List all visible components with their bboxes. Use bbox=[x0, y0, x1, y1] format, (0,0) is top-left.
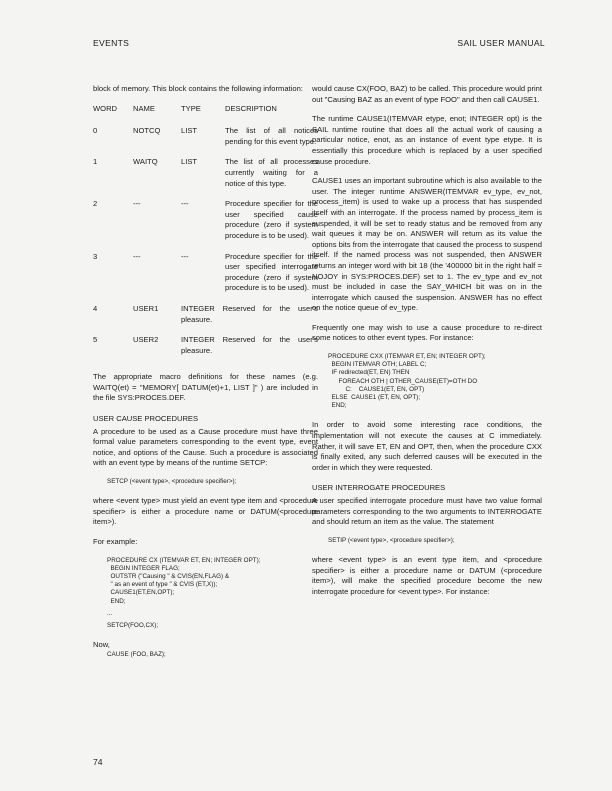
word-cell: 2 bbox=[93, 199, 98, 209]
cause-paragraph: A procedure to be used as a Cause procedure must have three formal value parameters corresponding to the event type, event notice, and options of the Cause. Such a procedure is associated with an event type by means of the runtime SETCP: bbox=[93, 426, 318, 468]
paragraph: In order to avoid some interesting race conditions, the implementation will not execute the causes at C immediately. Rather, it will save ET, EN and OPT, then, when the procedure CXX is finally exited, any such deferred causes will be executed in the order in which they were requested. bbox=[312, 420, 542, 472]
word-cell: 0 bbox=[93, 126, 98, 136]
left-column bbox=[93, 84, 318, 669]
right-column bbox=[312, 84, 542, 606]
running-header-left: EVENTS bbox=[93, 38, 130, 48]
type-cell: LIST bbox=[181, 157, 198, 167]
paragraph: A user specified interrogate procedure must have two value formal parameters corresponding to the two arguments to INTERROGATE and should return an item as the value. The statement bbox=[312, 496, 542, 527]
paragraph: The runtime CAUSE1(ITEMVAR etype, enot; INTEGER opt) is the SAIL runtime routine that does all the actual work of causing a particular notice, enot, as an instance of event type etype. It is essentially this procedure which is replaced by a user specified cause procedure. bbox=[312, 114, 542, 166]
running-header-right: SAIL USER MANUAL bbox=[457, 38, 545, 48]
paragraph: would cause CX(FOO, BAZ) to be called. This procedure would print out "Causing BAZ as an event of type FOO" and then call CAUSE1. bbox=[312, 84, 542, 104]
type-cell: --- bbox=[181, 251, 189, 261]
description-cell bbox=[181, 304, 318, 335]
table-row bbox=[93, 199, 318, 251]
name-cell: NOTCQ bbox=[133, 126, 161, 136]
paragraph: Frequently one may wish to use a cause procedure to re-direct some notices to other event types. For instance: bbox=[312, 322, 542, 343]
ellipsis: ... bbox=[107, 609, 113, 617]
name-cell: USER2 bbox=[133, 335, 159, 345]
type-cell: --- bbox=[181, 199, 189, 209]
description-cell: Procedure specifier for the user specified interrogate procedure (zero if system procedure is to be used). bbox=[225, 251, 318, 293]
word-table bbox=[93, 104, 318, 367]
setcp-call-code: SETCP(FOO,CX); bbox=[107, 622, 159, 630]
description-cell: The list of all processes currently waiting for a notice of this type. bbox=[225, 157, 318, 188]
header-type: TYPE bbox=[181, 103, 201, 113]
setip-code: SETIP (<event type>, <procedure specifier>); bbox=[328, 536, 455, 544]
intro-paragraph: block of memory. This block contains the following information: bbox=[93, 84, 303, 93]
description-cell: The list of all notices pending for this event type. bbox=[225, 126, 318, 146]
word-cell: 3 bbox=[93, 251, 98, 261]
table-row bbox=[93, 126, 318, 157]
table-row bbox=[93, 304, 318, 335]
redirect-code: PROCEDURE CXX (ITEMVAR ET, EN; INTEGER OPT); BEGIN ITEMVAR OTH; LABEL C; IF redirected(ET, EN) THEN FOREACH OTH | OTHER_CAUSE(ET)=OTH DO C: CAUSE1(ET, EN, OPT) ELSE CAUSE1 (ET, EN, OPT); END; bbox=[328, 353, 486, 410]
paragraph: CAUSE1 uses an important subroutine which is also available to the user. The integer runtime ANSWER(ITEMVAR ev_type, ev_not, process_item) is used to wake up a process that has suspended itself with an interrogate. If the process named by process_item is suspended, it will be set to ready status and be removed from any wait queues it may be on. ANSWER will return as its value the options bits from the interrogate that caused the process to suspend itself. If the named process was not suspended, then ANSWER returns an integer word with bit 18 (the '400000 bit in the right half = NOJOY in SYS:PROCES.DEF) set to 1. The ev_type and ev_not must be included in case the SAY_WHICH bit was on in the interrogate which caused the suspension. ANSWER has no effect on the notice queue of ev_type. bbox=[312, 176, 542, 313]
section-heading-interrogate: USER INTERROGATE PROCEDURES bbox=[312, 483, 446, 493]
table-row bbox=[93, 335, 318, 366]
description-inline: Reserved for the user's pleasure. bbox=[181, 303, 318, 324]
setcp-code: SETCP (<event type>, <procedure specifier>); bbox=[107, 478, 237, 486]
example-code: PROCEDURE CX (ITEMVAR ET, EN; INTEGER OPT); BEGIN INTEGER FLAG; OUTSTR ("Causing " & CVIS(EN,FLAG) & " as an event of type " & CVIS (ET,X)); CAUSE1(ET,EN,OPT); END; bbox=[107, 556, 261, 605]
type-inline: INTEGER bbox=[181, 335, 215, 345]
for-example-label: For example: bbox=[93, 537, 138, 547]
word-cell: 4 bbox=[93, 303, 98, 313]
header-word: WORD bbox=[93, 103, 118, 113]
table-header-row bbox=[93, 104, 318, 127]
word-cell: 5 bbox=[93, 335, 98, 345]
table-row bbox=[93, 252, 318, 304]
section-heading-cause: USER CAUSE PROCEDURES bbox=[93, 414, 199, 424]
description-inline: Reserved for the user's pleasure. bbox=[181, 335, 318, 355]
paragraph: where <event type> is an event type item, and <procedure specifier> is either a procedure name or DATUM (<procedure item>), will make the specified procedure become the new interrogate procedure for <event type>. For instance: bbox=[312, 555, 542, 596]
word-cell: 1 bbox=[93, 157, 98, 167]
now-label: Now, bbox=[93, 640, 110, 650]
header-name: NAME bbox=[133, 103, 155, 113]
name-cell: USER1 bbox=[133, 303, 159, 313]
type-cell: LIST bbox=[181, 126, 198, 136]
cause-call-code: CAUSE (FOO, BAZ); bbox=[107, 650, 166, 658]
name-cell: --- bbox=[133, 199, 141, 209]
page-number: 74 bbox=[93, 757, 103, 767]
table-row bbox=[93, 157, 318, 199]
description-cell bbox=[181, 335, 318, 366]
description-cell: Procedure specifier for the user specified cause procedure (zero if system procedure is to be used). bbox=[225, 199, 318, 240]
macro-paragraph: The appropriate macro definitions for these names (e.g. WAITQ(et) = "MEMORY[ DATUM(et)+1, LIST ]" ) are included in the file SYS:PROCES.DEF. bbox=[93, 372, 318, 403]
name-cell: WAITQ bbox=[133, 157, 158, 167]
where-paragraph: where <event type> must yield an event type item and <procedure specifier> is either a procedure name or DATUM(<procedure item>). bbox=[93, 496, 318, 527]
header-description: DESCRIPTION bbox=[225, 103, 277, 113]
type-inline: INTEGER bbox=[181, 303, 215, 313]
name-cell: --- bbox=[133, 251, 141, 261]
